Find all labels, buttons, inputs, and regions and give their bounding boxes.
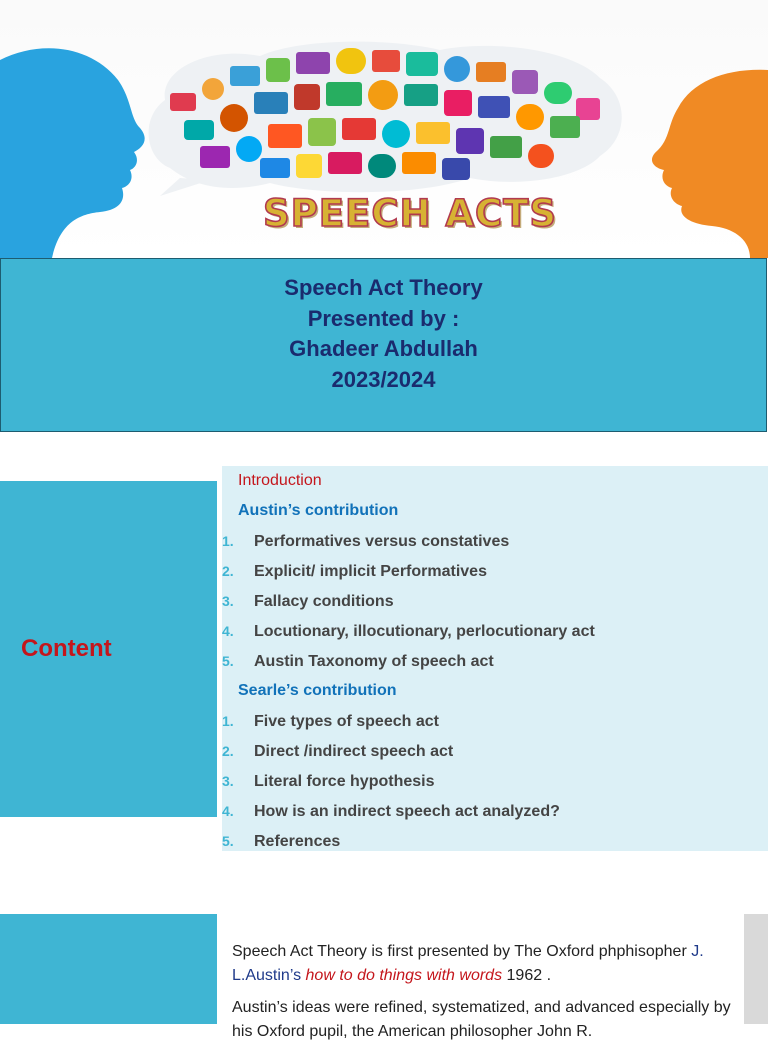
list-item-text: Introduction (238, 472, 322, 489)
list-item-text: How is an indirect speech act analyzed? (254, 803, 560, 820)
speech-acts-wordmark: SPEECH ACTS (263, 192, 557, 235)
list-number: 3. (222, 773, 234, 789)
title-slide (0, 258, 767, 432)
list-number: 4. (222, 803, 234, 819)
contents-list (222, 466, 768, 851)
list-item (222, 526, 509, 556)
list-number: 1. (222, 533, 234, 549)
list-item-text: Austin’s contribution (238, 502, 399, 519)
publication-year: 1962 . (506, 967, 552, 984)
list-item-text: Explicit/ implicit Performatives (254, 563, 487, 580)
list-number: 3. (222, 593, 234, 609)
list-item (222, 496, 398, 526)
list-number: 1. (222, 713, 234, 729)
list-item (222, 706, 439, 736)
intro-paragraph (222, 940, 744, 988)
list-number: 5. (222, 653, 234, 669)
list-item-text: Literal force hypothesis (254, 773, 435, 790)
list-item-text: Austin Taxonomy of speech act (254, 653, 494, 670)
list-item (222, 466, 322, 496)
list-number: 2. (222, 563, 234, 579)
academic-year: 2023/2024 (331, 366, 436, 392)
presented-by-label: Presented by : (307, 305, 460, 331)
list-item-text: Performatives versus constatives (254, 533, 510, 550)
intro-paragraph (222, 996, 744, 1044)
list-item (222, 586, 394, 616)
contents-heading: Content (21, 635, 112, 662)
left-head-silhouette (0, 0, 150, 258)
list-item-text: Searle’s contribution (238, 682, 397, 699)
list-item (222, 676, 397, 706)
list-item (222, 826, 340, 856)
intro-side-panel (0, 914, 217, 1024)
intro-sentence: Speech Act Theory is first presented by The Oxford phphisopher (232, 943, 687, 960)
contents-side-panel (0, 481, 217, 817)
icon-cloud-illustration (140, 38, 628, 198)
scroll-edge (744, 914, 768, 1024)
list-item (222, 616, 595, 646)
right-head-silhouette (638, 0, 768, 258)
list-item (222, 556, 487, 586)
author-name: J. L.Austin’s (232, 943, 704, 984)
list-item (222, 646, 494, 676)
list-item-text: References (254, 833, 341, 850)
presenter-name: Ghadeer Abdullah (289, 336, 478, 361)
presentation-title: Speech Act Theory (284, 275, 483, 300)
intro-sentence: Austin’s ideas were refined, systematized, and advanced especially by his Oxford pupil, the American philosopher John R. (232, 999, 731, 1040)
title-banner (0, 0, 768, 258)
list-item (222, 766, 435, 796)
list-number: 5. (222, 833, 234, 849)
list-item (222, 796, 560, 826)
list-item-text: Direct /indirect speech act (254, 743, 454, 760)
list-item-text: Five types of speech act (254, 713, 439, 730)
intro-text (222, 940, 744, 1052)
list-item-text: Fallacy conditions (254, 593, 394, 610)
book-title: how to do things with words (305, 967, 503, 984)
list-number: 4. (222, 623, 234, 639)
list-item-text: Locutionary, illocutionary, perlocutionary act (254, 623, 595, 640)
list-item (222, 736, 453, 766)
list-number: 2. (222, 743, 234, 759)
